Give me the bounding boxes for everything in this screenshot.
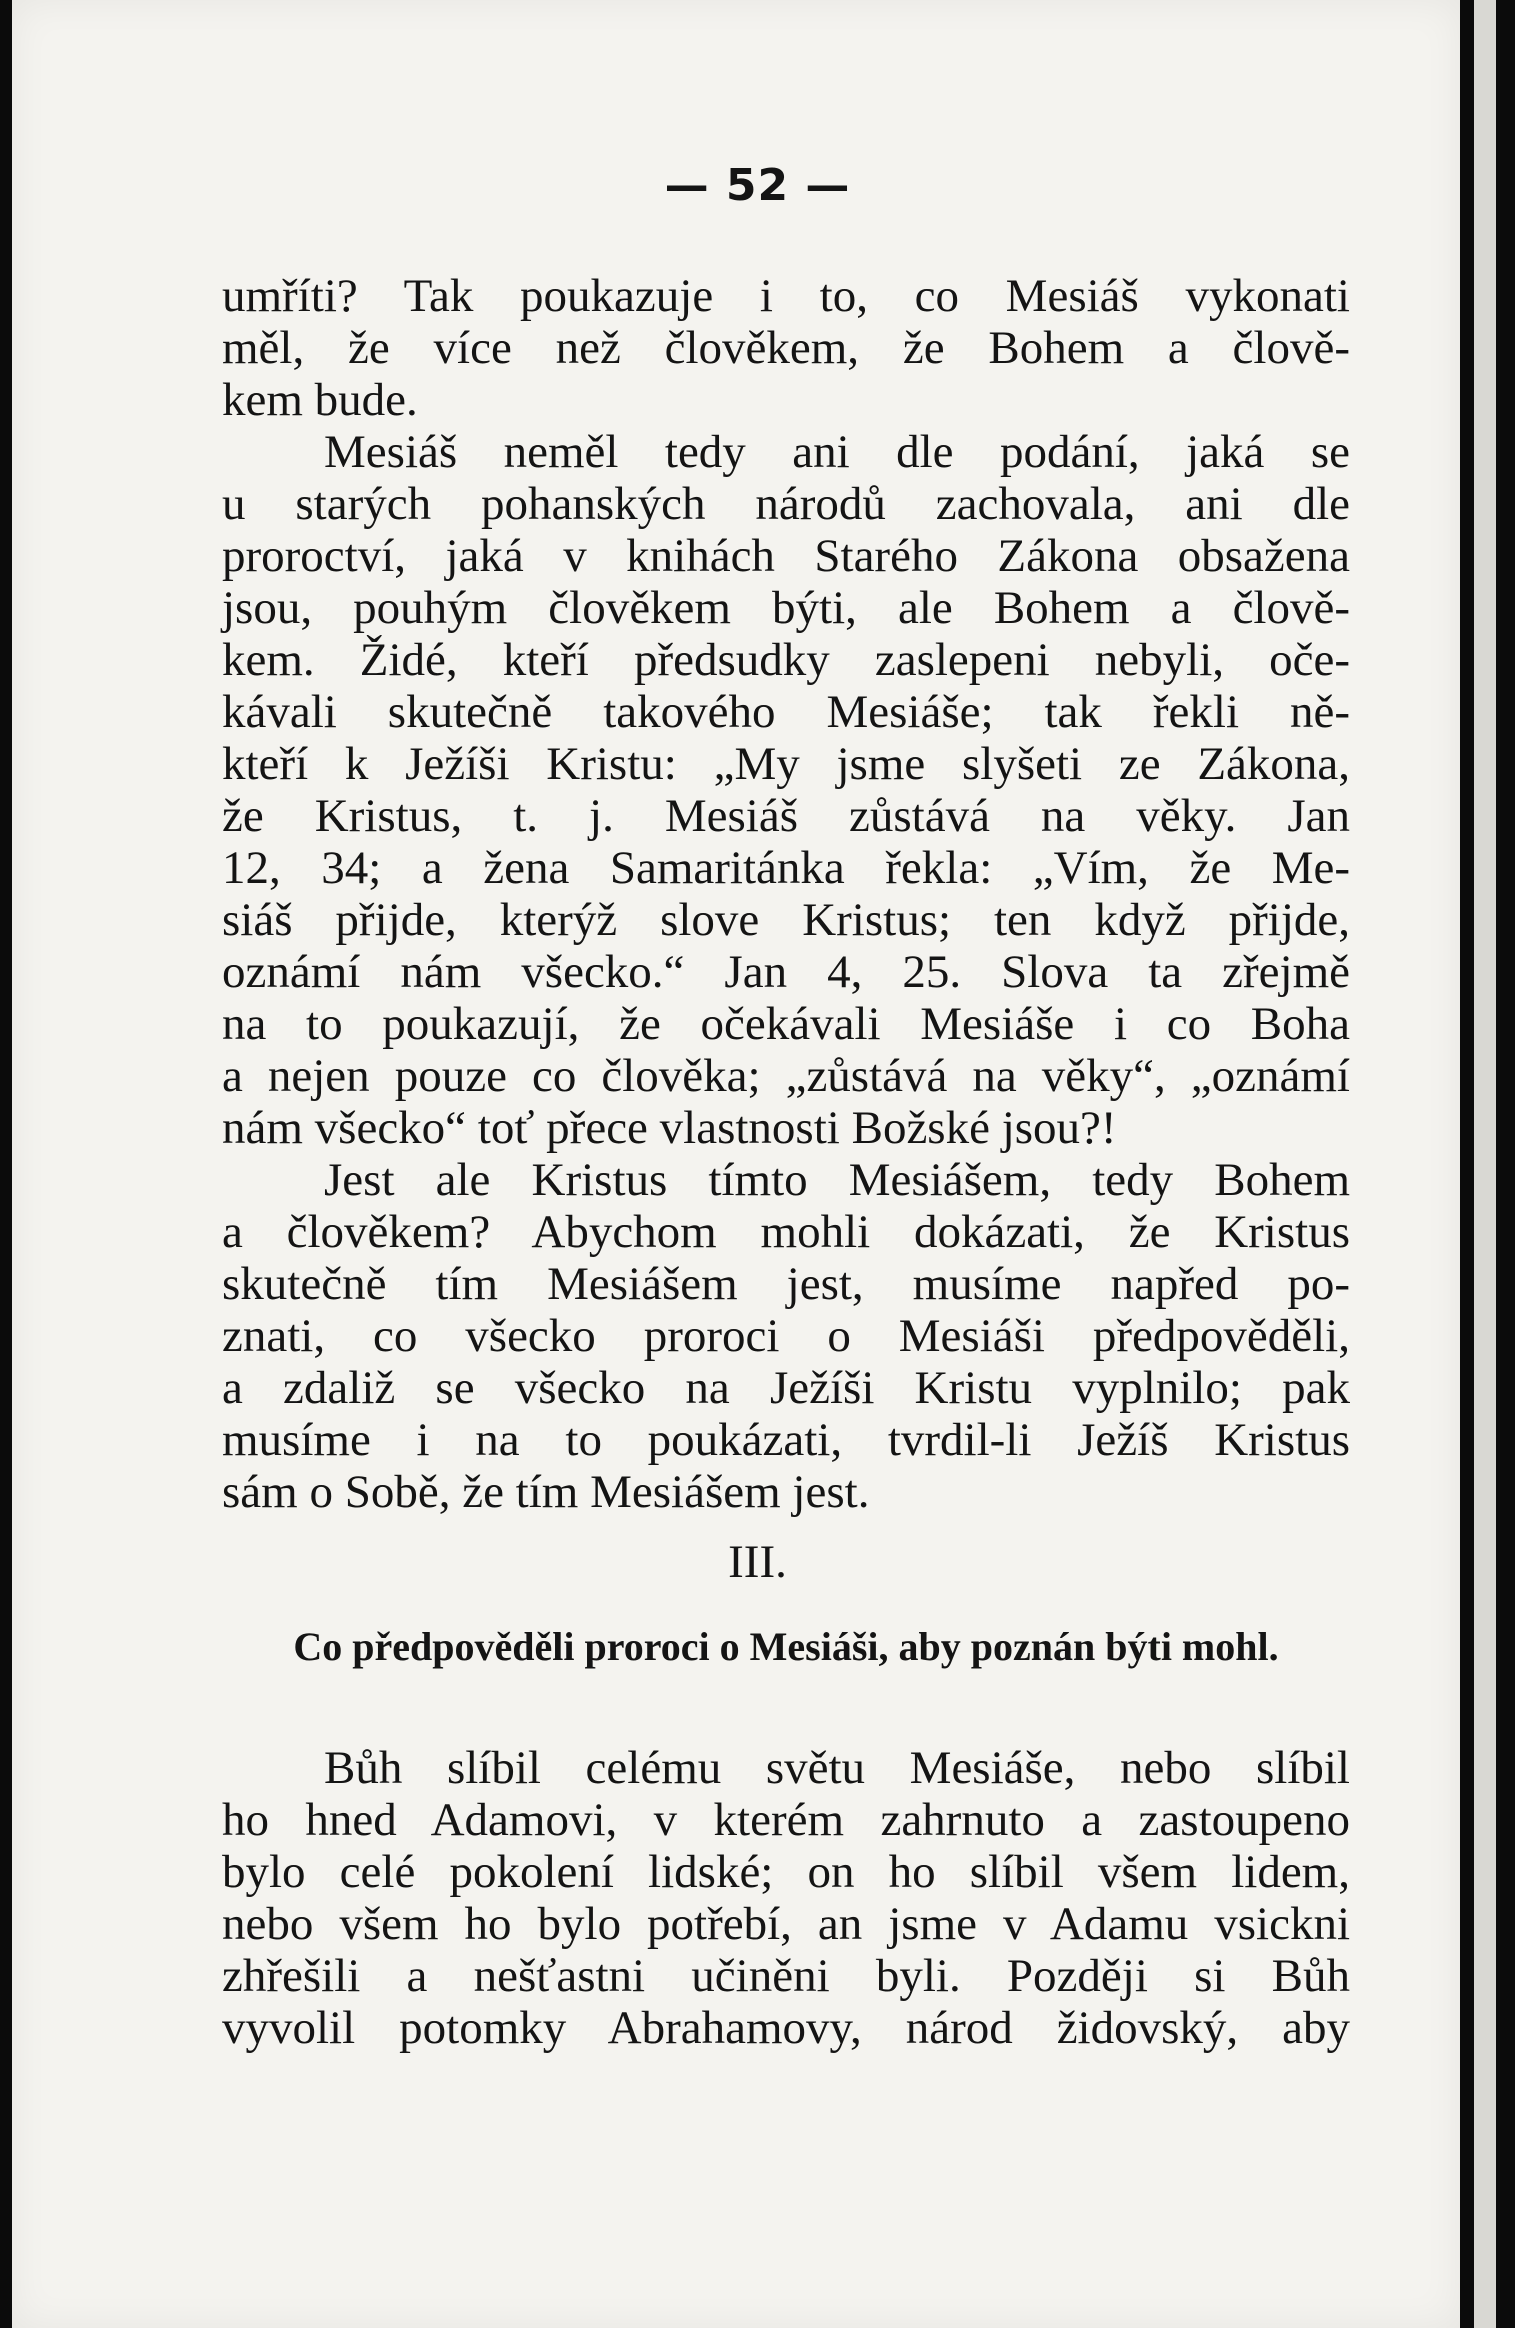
body-text-after (222, 1742, 1350, 2054)
text-line: 12, 34; a žena Samaritánka řekla: „Vím, že Me- (222, 842, 1350, 894)
text-line: Jest ale Kristus tímto Mesiášem, tedy Bohem (324, 1154, 1350, 1206)
text-line: skutečně tím Mesiášem jest, musíme napřed po- (222, 1258, 1350, 1310)
text-line: že Kristus, t. j. Mesiáš zůstává na věky. Jan (222, 790, 1350, 842)
text-line: kteří k Ježíši Kristu: „My jsme slyšeti ze Zákona, (222, 738, 1350, 790)
text-line: sám o Sobě, že tím Mesiášem jest. (222, 1466, 870, 1518)
section-number: III. (728, 1536, 787, 1588)
text-line: vyvolil potomky Abrahamovy, národ židovský, aby (222, 2002, 1350, 2054)
text-line: bylo celé pokolení lidské; on ho slíbil všem lidem, (222, 1846, 1350, 1898)
text-line: u starých pohanských národů zachovala, ani dle (222, 478, 1350, 530)
text-line: na to poukazují, že očekávali Mesiáše i co Boha (222, 998, 1350, 1050)
text-line: měl, že více než člověkem, že Bohem a člově- (222, 322, 1350, 374)
text-line: ho hned Adamovi, v kterém zahrnuto a zastoupeno (222, 1794, 1350, 1846)
page-edge (1460, 0, 1515, 2328)
text-line: siáš přijde, kterýž slove Kristus; ten když přijde, (222, 894, 1350, 946)
text-line: kávali skutečně takového Mesiáše; tak řekli ně- (222, 686, 1350, 738)
text-line: zhřešili a nešťastni učiněni byli. Později si Bůh (222, 1950, 1350, 2002)
text-line: Mesiáš neměl tedy ani dle podání, jaká se (324, 426, 1350, 478)
text-line: znati, co všecko proroci o Mesiáši předpověděli, (222, 1310, 1350, 1362)
text-line: nám všecko“ toť přece vlastnosti Božské jsou?! (222, 1102, 1117, 1154)
text-line: jsou, pouhým člověkem býti, ale Bohem a člově- (222, 582, 1350, 634)
page-number: — 52 — (664, 160, 851, 211)
text-line: proroctví, jaká v knihách Starého Zákona obsažena (222, 530, 1350, 582)
text-line: a člověkem? Abychom mohli dokázati, že Kristus (222, 1206, 1350, 1258)
body-text-before (222, 270, 1350, 1518)
text-line: nebo všem ho bylo potřebí, an jsme v Adamu vsickni (222, 1898, 1350, 1950)
section-heading: Co předpověděli proroci o Mesiáši, aby poznán býti mohl. (293, 1624, 1279, 1669)
text-line: kem. Židé, kteří předsudky zaslepeni nebyli, oče- (222, 634, 1350, 686)
text-line: a nejen pouze co člověka; „zůstává na věky“, „oznámí (222, 1050, 1350, 1102)
adjacent-page-strip (1474, 0, 1496, 2328)
text-line: oznámí nám všecko.“ Jan 4, 25. Slova ta zřejmě (222, 946, 1350, 998)
text-line: Bůh slíbil celému světu Mesiáše, nebo slíbil (324, 1742, 1350, 1794)
text-line: a zdaliž se všecko na Ježíši Kristu vyplnilo; pak (222, 1362, 1350, 1414)
text-line: kem bude. (222, 374, 418, 426)
text-line: musíme i na to poukázati, tvrdil-li Ježíš Kristus (222, 1414, 1350, 1466)
text-line: umříti? Tak poukazuje i to, co Mesiáš vykonati (222, 270, 1350, 322)
